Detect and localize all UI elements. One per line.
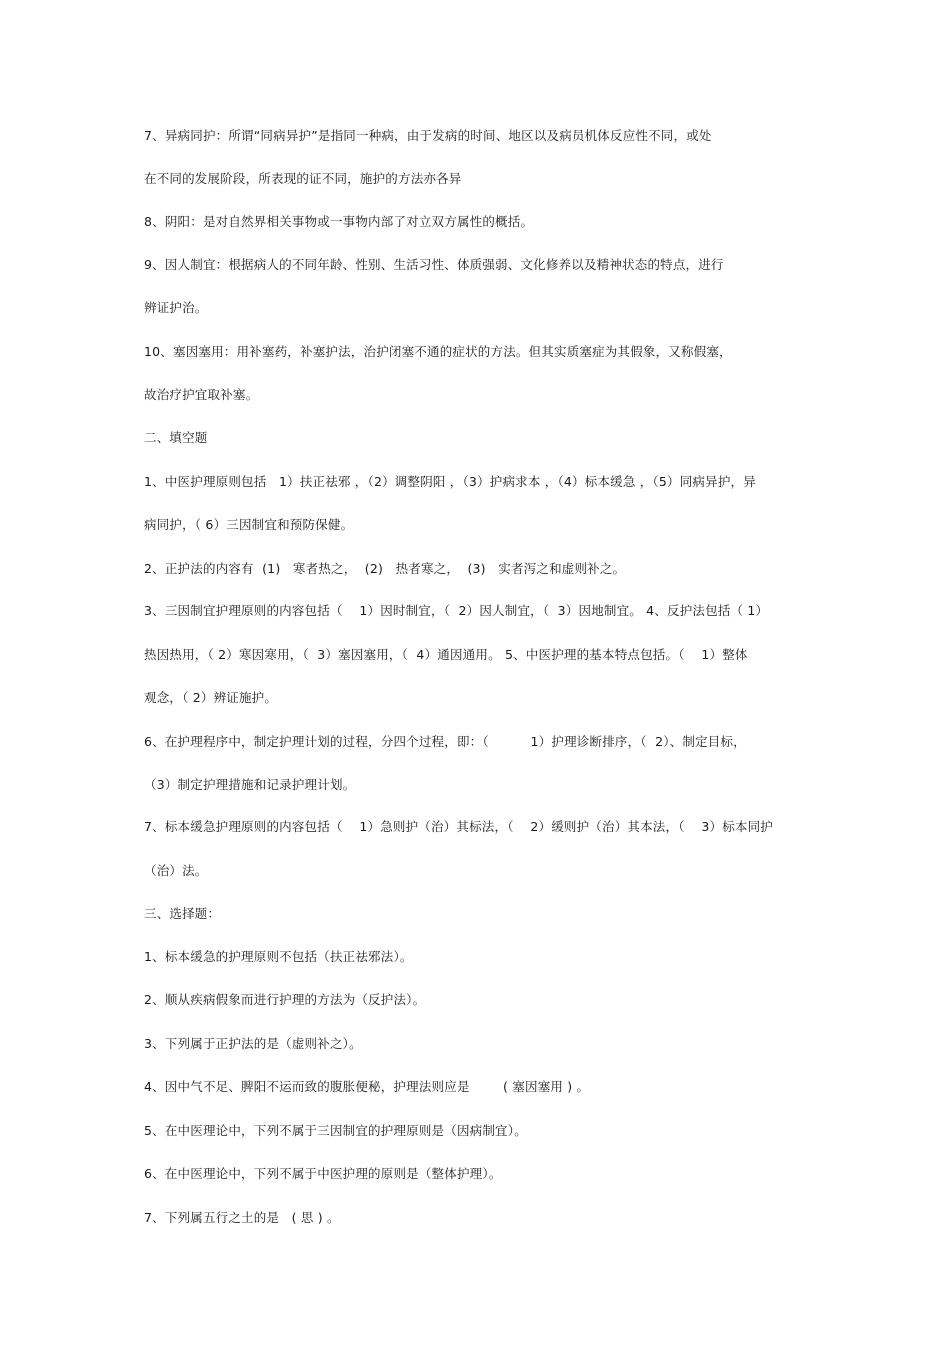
- text-line-9-yinrenzhiyi: 9、因人制宜：根据病人的不同年龄、性别、生活习性、体质强弱、文化修养以及精神状态的特点，进行: [144, 257, 724, 272]
- fill-item-7-continued: （治）法。: [144, 863, 208, 878]
- text-line-10-continued: 故治疗护宜取补塞。: [144, 387, 259, 402]
- fill-item-1-continued: 病同护，（ 6）三因制宜和预防保健。: [144, 517, 354, 532]
- choice-item-3: 3、下列属于正护法的是（虚则补之）。: [144, 1036, 362, 1051]
- fill-item-1: 1、中医护理原则包括 1）扶正祛邪 ，（2）调整阴阳 ，（3）护病求本 ，（4）标本缓急 ，（5）同病异护，异: [144, 474, 756, 489]
- text-line-8-yinyang: 8、阴阳：是对自然界相关事物或一事物内部了对立双方属性的概括。: [144, 214, 534, 229]
- fill-item-2: 2、正护法的内容有 (1) 寒者热之， (2) 热者寒之， (3) 实者泻之和虚则补之。: [144, 561, 626, 576]
- text-line-7-yibingtonghu: 7、异病同护：所谓“同病异护”是指同一种病，由于发病的时间、地区以及病员机体反应性不同，或处: [144, 128, 712, 143]
- choice-item-5: 5、在中医理论中，下列不属于三因制宜的护理原则是（因病制宜）。: [144, 1123, 527, 1138]
- section-heading-choice: 三、选择题：: [144, 906, 221, 921]
- fill-item-6-continued: （3）制定护理措施和记录护理计划。: [144, 777, 356, 792]
- choice-item-7: 7、下列属五行之土的是 ( 思 ) 。: [144, 1210, 340, 1225]
- choice-item-1: 1、标本缓急的护理原则不包括（扶正祛邪法）。: [144, 949, 413, 964]
- choice-item-2: 2、顺从疾病假象而进行护理的方法为（反护法）。: [144, 992, 426, 1007]
- fill-item-7: 7、标本缓急护理原则的内容包括（ 1）急则护（治）其标法，（ 2）缓则护（治）其本法，（ 3）标本同护: [144, 819, 773, 834]
- fill-item-5-continued: 观念，（ 2）辨证施护。: [144, 690, 278, 705]
- fill-item-3-4: 3、三因制宜护理原则的内容包括（ 1）因时制宜，（ 2）因人制宜，（ 3）因地制宜。 4、反护法包括（ 1）: [144, 603, 769, 618]
- fill-item-4-5: 热因热用，（ 2）寒因寒用，（ 3）塞因塞用，（ 4）通因通用。 5、中医护理的基本特点包括。（ 1）整体: [144, 647, 748, 662]
- text-line-9-continued: 辨证护治。: [144, 300, 208, 315]
- choice-item-6: 6、在中医理论中，下列不属于中医护理的原则是（整体护理）。: [144, 1166, 502, 1181]
- text-line-10-saiyinsaiyong: 10、塞因塞用：用补塞药，补塞护法，治护闭塞不通的症状的方法。但其实质塞症为其假象，又称假塞，: [144, 344, 732, 359]
- section-heading-fill-blank: 二、填空题: [144, 430, 208, 445]
- fill-item-6: 6、在护理程序中，制定护理计划的过程，分四个过程，即：（ 1）护理诊断排序，（ 2）、制定目标，: [144, 734, 746, 749]
- choice-item-4: 4、因中气不足、脾阳不运而致的腹胀便秘，护理法则应是 ( 塞因塞用 ) 。: [144, 1079, 590, 1094]
- text-line-7-continued: 在不同的发展阶段，所表现的证不同，施护的方法亦各异: [144, 171, 462, 186]
